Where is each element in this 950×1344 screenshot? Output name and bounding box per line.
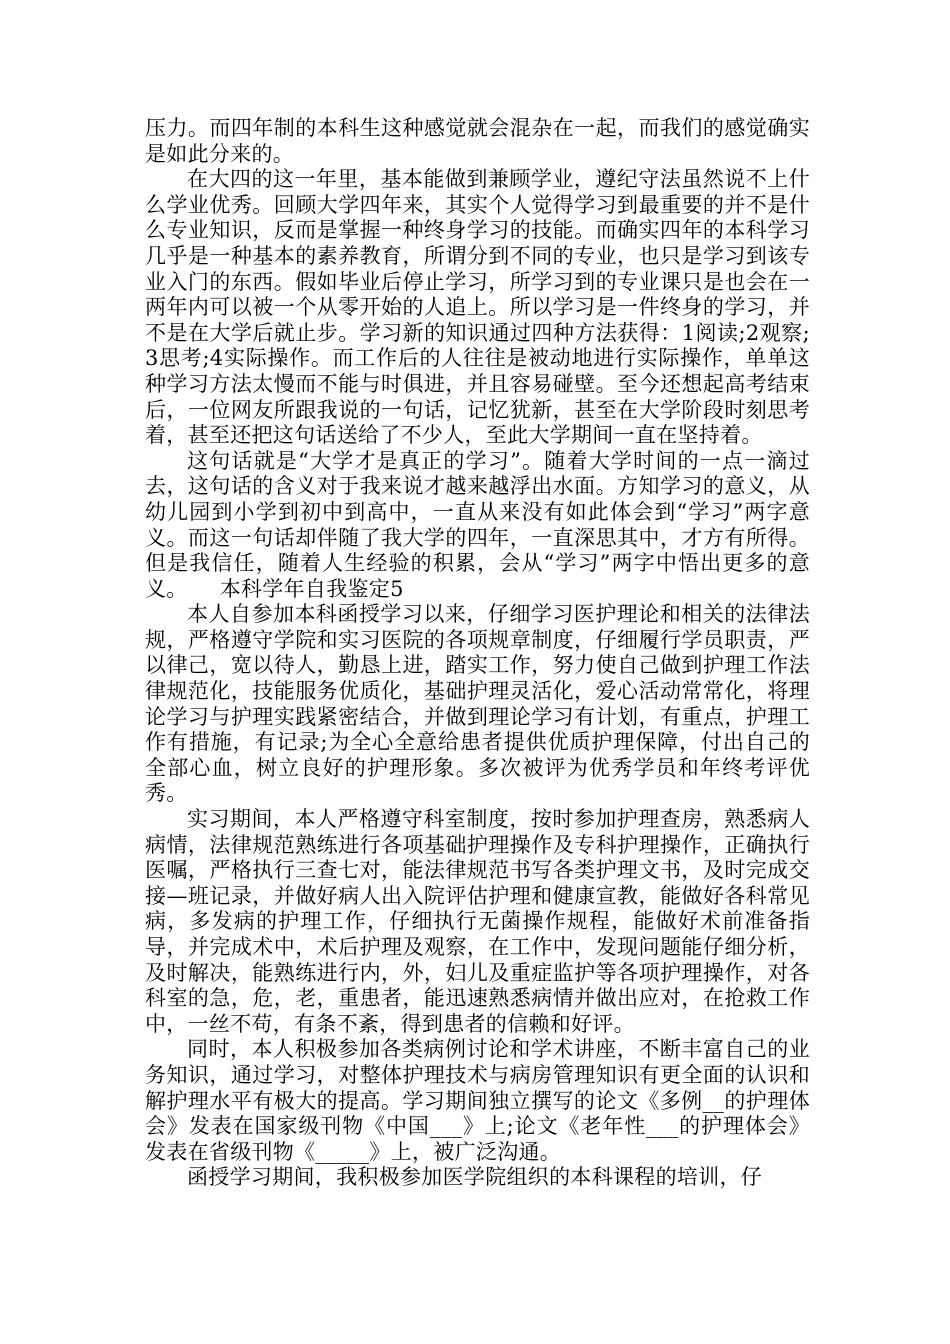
paragraph-5: 实习期间，本人严格遵守科室制度，按时参加护理查房，熟悉病人病情，法律规范熟练进行各项基础护理操作及专科护理操作，正确执行医嘱，严格执行三查七对，能法律规范书写各类护理文书，及时完成交接—班记录，并做好病人出入院评估护理和健康宣教，能做好各科常见病，多发病的护理工作，仔细执行无菌操作规程，能做好术前准备指导，并完成术中，术后护理及观察，在工作中，发现问题能仔细分析，及时解决，能熟练进行内，外，妇儿及重症监护等各项护理操作，对各科室的急，危，老，重患者，能迅速熟悉病情并做出应对，在抢救工作中，一丝不苟，有条不紊，得到患者的信赖和好评。	[145, 807, 810, 1036]
document-page	[145, 116, 810, 1191]
paragraph-1: 压力。而四年制的本科生这种感觉就会混杂在一起，而我们的感觉确实是如此分来的。	[145, 116, 810, 166]
paragraph-2: 在大四的这一年里，基本能做到兼顾学业，遵纪守法虽然说不上什么学业优秀。回顾大学四年来，其实个人觉得学习到最重要的并不是什么专业知识，反而是掌握一种终身学习的技能。而确实四年的本科学习几乎是一种基本的素养教育，所谓分到不同的专业，也只是学习到该专业入门的东西。假如毕业后停止学习，所学习到的专业课只是也会在一两年内可以被一个从零开始的人追上。所以学习是一件终身的学习，并不是在大学后就止步。学习新的知识通过四种方法获得：1阅读;2观察;3思考;4实际操作。而工作后的人往往是被动地进行实际操作，单单这种学习方法太慢而不能与时俱进，并且容易碰壁。至今还想起高考结束后，一位网友所跟我说的一句话，记忆犹新，甚至在大学阶段时刻思考着，甚至还把这句话送给了不少人，至此大学期间一直在坚持着。	[145, 167, 810, 448]
paragraph-3: 这句话就是“大学才是真正的学习”。随着大学时间的一点一滴过去，这句话的含义对于我来说才越来越浮出水面。方知学习的意义，从幼儿园到小学到初中到高中，一直从来没有如此体会到“学习”两字意义。而这一句话却伴随了我大学的四年，一直深思其中，才方有所得。但是我信任，随着人生经验的积累，会从“学习”两字中悟出更多的意义。 本科学年自我鉴定5	[145, 448, 810, 601]
paragraph-4: 本人自参加本科函授学习以来，仔细学习医护理论和相关的法律法规，严格遵守学院和实习医院的各项规章制度，仔细履行学员职责，严以律己，宽以待人，勤恳上进，踏实工作，努力使自己做到护理工作法律规范化，技能服务优质化，基础护理灵活化，爱心活动常常化，将理论学习与护理实践紧密结合，并做到理论学习有计划，有重点，护理工作有措施，有记录;为全心全意给患者提供优质护理保障，付出自己的全部心血，树立良好的护理形象。多次被评为优秀学员和年终考评优秀。	[145, 602, 810, 806]
paragraph-6: 同时，本人积极参加各类病例讨论和学术讲座，不断丰富自己的业务知识，通过学习，对整体护理技术与病房管理知识有更全面的认识和解护理水平有极大的提高。学习期间独立撰写的论文《多例__的护理体会》发表在国家级刊物《中国___》上;论文《老年性___的护理体会》发表在省级刊物《_____》上，被广泛沟通。	[145, 1037, 810, 1164]
paragraph-7: 函授学习期间，我积极参加医学院组织的本科课程的培训，仔	[187, 1165, 763, 1190]
